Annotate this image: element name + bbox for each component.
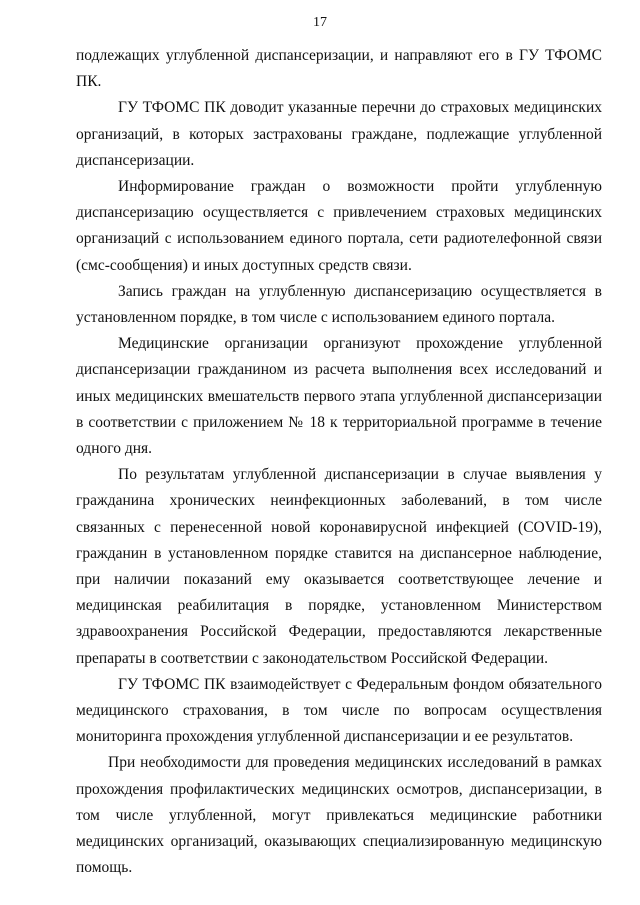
paragraph-tfoms-lists: ГУ ТФОМС ПК доводит указанные перечни до страховых медицинских организаций, в которых застрахованы граждане, подлежащие углубленной диспансеризации. bbox=[76, 99, 602, 169]
paragraph-one-day: Медицинские организации организуют прохождение углубленной диспансеризации гражданином из расчета выполнения всех исследований и иных медицинских вмешательств первого этапа углубленной диспансеризации в соответствии с приложением № 18 к территориальной программе в течение одного дня. bbox=[76, 335, 602, 458]
page-number: 17 bbox=[313, 15, 327, 30]
paragraph-continuation: подлежащих углубленной диспансеризации, и направляют его в ГУ ТФОМС ПК. bbox=[76, 47, 602, 91]
document-body bbox=[76, 43, 602, 882]
paragraph-registration: Запись граждан на углубленную диспансеризацию осуществляется в установленном порядке, в том числе с использованием единого портала. bbox=[76, 282, 602, 327]
paragraph-results: По результатам углубленной диспансеризации в случае выявления у гражданина хронических неинфекционных заболеваний, в том числе связанных с перенесенной новой коронавирусной инфекцией (COVID-19), гражданин в установленном порядке ставится на диспансерное наблюдение, при наличии показаний ему оказывается соответствующее лечение и медицинская реабилитация в порядке, установленном Министерством здравоохранения Российской Федерации, предоставляются лекарственные препараты в соответствии с законодательством Российской Федерации. bbox=[76, 466, 602, 667]
paragraph-specialists: При необходимости для проведения медицинских исследований в рамках прохождения профилактических медицинских осмотров, диспансеризации, в том числе углубленной, могут привлекаться медицинские работники медицинских организаций, оказывающих специализированную медицинскую помощь. bbox=[76, 754, 602, 877]
paragraph-monitoring: ГУ ТФОМС ПК взаимодействует с Федеральным фондом обязательного медицинского страхования, в том числе по вопросам осуществления мониторинга прохождения углубленной диспансеризации и ее результатов. bbox=[76, 675, 602, 746]
paragraph-informing: Информирование граждан о возможности пройти углубленную диспансеризацию осуществляется с привлечением страховых медицинских организаций с использованием единого портала, сети радиотелефонной связи (смс-сообщения) и иных доступных средств связи. bbox=[76, 178, 602, 274]
